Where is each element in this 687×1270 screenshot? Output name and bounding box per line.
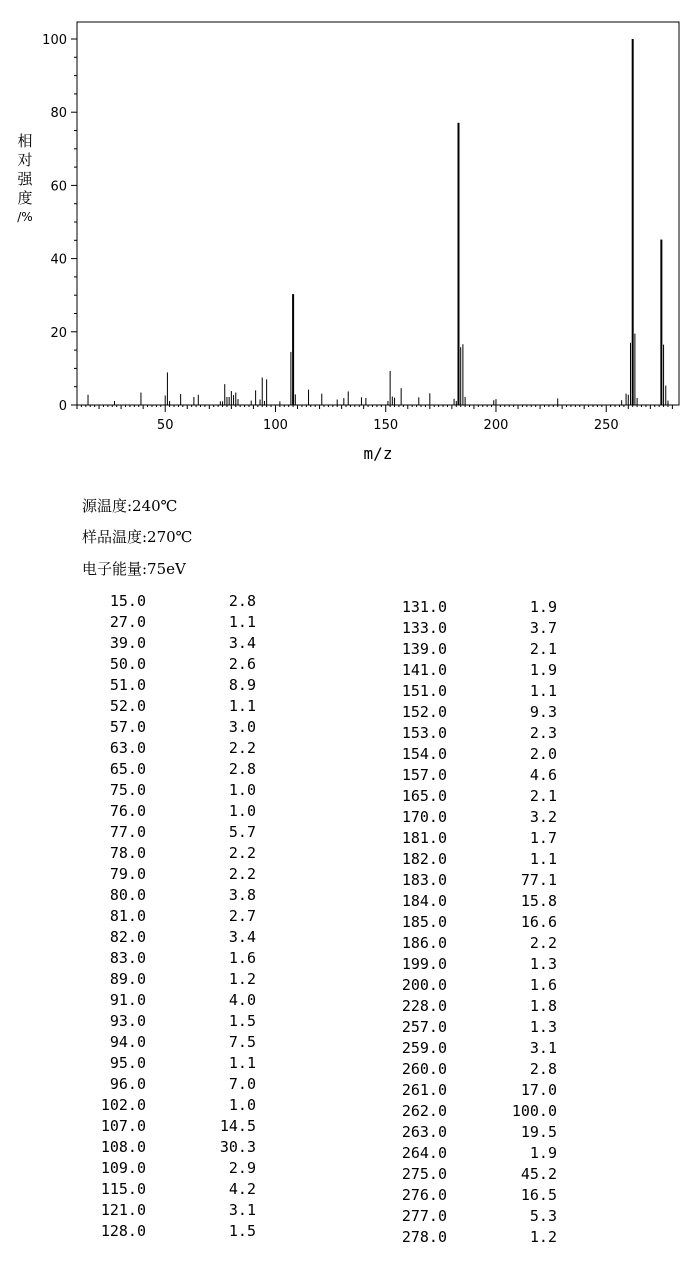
abundance-value: 100.0 bbox=[511, 1102, 557, 1120]
abundance-value: 2.9 bbox=[228, 1159, 256, 1177]
peak-table-right bbox=[0, 597, 687, 1247]
mz-value: 259.0 bbox=[401, 1039, 447, 1057]
y-axis-label-char: 强 bbox=[17, 170, 33, 188]
peak-bar bbox=[237, 399, 238, 405]
table-row bbox=[0, 1164, 687, 1184]
abundance-value: 1.1 bbox=[228, 697, 256, 715]
peak-bar bbox=[198, 395, 199, 405]
mz-value: 115.0 bbox=[100, 1180, 146, 1198]
mz-value: 157.0 bbox=[401, 766, 447, 784]
mz-value: 228.0 bbox=[401, 997, 447, 1015]
y-axis-label-char: 度 bbox=[17, 189, 33, 207]
mz-value: 275.0 bbox=[401, 1165, 447, 1183]
abundance-value: 1.5 bbox=[228, 1222, 256, 1240]
abundance-value: 1.3 bbox=[529, 1018, 557, 1036]
mz-value: 65.0 bbox=[109, 760, 146, 778]
mz-value: 83.0 bbox=[109, 949, 146, 967]
peak-bar bbox=[226, 397, 227, 405]
peak-bar bbox=[255, 390, 256, 405]
mz-value: 76.0 bbox=[109, 802, 146, 820]
peak-bar bbox=[429, 393, 430, 405]
abundance-value: 7.5 bbox=[228, 1033, 256, 1051]
mz-value: 50.0 bbox=[109, 655, 146, 673]
peak-bar bbox=[456, 401, 457, 405]
peak-bar bbox=[233, 395, 234, 405]
peak-bar bbox=[343, 398, 344, 405]
peak-bar bbox=[292, 294, 294, 405]
peak-bar bbox=[361, 397, 362, 405]
peak-bar bbox=[621, 400, 622, 405]
mz-value: 51.0 bbox=[109, 676, 146, 694]
peak-bar bbox=[262, 378, 263, 405]
abundance-value: 8.9 bbox=[228, 676, 256, 694]
y-tick-label: 40 bbox=[50, 252, 67, 268]
mz-value: 153.0 bbox=[401, 724, 447, 742]
table-row bbox=[0, 765, 687, 785]
table-row bbox=[0, 807, 687, 827]
peak-bar bbox=[260, 400, 261, 405]
abundance-value: 5.7 bbox=[228, 823, 256, 841]
peak-bar bbox=[229, 397, 230, 405]
peak-bar bbox=[660, 240, 662, 405]
abundance-value: 16.5 bbox=[520, 1186, 557, 1204]
x-tick-label: 50 bbox=[156, 418, 174, 433]
table-row bbox=[0, 1059, 687, 1079]
abundance-value: 3.7 bbox=[529, 619, 557, 637]
mz-value: 139.0 bbox=[401, 640, 447, 658]
table-row bbox=[0, 1185, 687, 1205]
y-axis-label-char: /% bbox=[17, 210, 33, 224]
y-axis-ticks bbox=[42, 33, 77, 414]
mz-value: 93.0 bbox=[109, 1012, 146, 1030]
peak-bar bbox=[460, 347, 461, 405]
sample-temperature: 样品温度:270℃ bbox=[82, 528, 193, 546]
mz-value: 107.0 bbox=[100, 1117, 146, 1135]
mz-value: 276.0 bbox=[401, 1186, 447, 1204]
peak-bar bbox=[630, 343, 631, 405]
mz-value: 133.0 bbox=[401, 619, 447, 637]
mz-value: 94.0 bbox=[109, 1033, 146, 1051]
peak-bar bbox=[235, 393, 236, 405]
abundance-value: 3.0 bbox=[228, 718, 256, 736]
abundance-value: 5.3 bbox=[529, 1207, 557, 1225]
peak-bar bbox=[626, 394, 627, 405]
peak-bar bbox=[465, 397, 466, 405]
abundance-value: 30.3 bbox=[219, 1138, 256, 1156]
abundance-value: 3.1 bbox=[529, 1039, 557, 1057]
mz-value: 184.0 bbox=[401, 892, 447, 910]
abundance-value: 9.3 bbox=[529, 703, 557, 721]
table-row bbox=[0, 597, 687, 617]
mz-value: 95.0 bbox=[109, 1054, 146, 1072]
y-tick-label: 0 bbox=[58, 399, 67, 414]
peak-bar bbox=[365, 398, 366, 405]
peak-bar bbox=[634, 334, 635, 405]
table-row bbox=[0, 1017, 687, 1037]
peak-bar bbox=[663, 345, 664, 405]
abundance-value: 2.2 bbox=[228, 865, 256, 883]
abundance-value: 1.1 bbox=[529, 682, 557, 700]
abundance-value: 7.0 bbox=[228, 1075, 256, 1093]
x-tick-label: 100 bbox=[263, 418, 288, 433]
abundance-value: 1.9 bbox=[529, 661, 557, 679]
peak-bar bbox=[308, 390, 309, 405]
abundance-value: 2.7 bbox=[228, 907, 256, 925]
table-row bbox=[0, 639, 687, 659]
abundance-value: 2.1 bbox=[529, 640, 557, 658]
peak-bar bbox=[88, 395, 89, 405]
abundance-value: 3.2 bbox=[529, 808, 557, 826]
abundance-value: 1.6 bbox=[228, 949, 256, 967]
mz-value: 80.0 bbox=[109, 886, 146, 904]
mz-value: 78.0 bbox=[109, 844, 146, 862]
mz-value: 278.0 bbox=[401, 1228, 447, 1246]
y-tick-label: 80 bbox=[50, 106, 67, 122]
abundance-value: 1.9 bbox=[529, 598, 557, 616]
peak-bar bbox=[637, 398, 638, 405]
abundance-value: 1.0 bbox=[228, 802, 256, 820]
peak-bar bbox=[387, 401, 388, 405]
peak-bar bbox=[279, 401, 280, 405]
table-row bbox=[0, 1038, 687, 1058]
mz-value: 91.0 bbox=[109, 991, 146, 1009]
table-row bbox=[0, 891, 687, 911]
mz-value: 96.0 bbox=[109, 1075, 146, 1093]
x-tick-label: 150 bbox=[373, 418, 399, 433]
peak-bar bbox=[251, 401, 252, 405]
peak-bar bbox=[495, 399, 496, 405]
peak-bar bbox=[337, 400, 338, 405]
abundance-value: 1.5 bbox=[228, 1012, 256, 1030]
mz-value: 128.0 bbox=[100, 1222, 146, 1240]
peak-bar bbox=[462, 344, 463, 405]
mz-value: 121.0 bbox=[100, 1201, 146, 1219]
abundance-value: 3.4 bbox=[228, 634, 256, 652]
peak-bar bbox=[418, 397, 419, 405]
abundance-value: 3.1 bbox=[228, 1201, 256, 1219]
mz-value: 186.0 bbox=[401, 934, 447, 952]
peak-bar bbox=[348, 391, 349, 405]
mz-value: 131.0 bbox=[401, 598, 447, 616]
mz-value: 154.0 bbox=[401, 745, 447, 763]
abundance-value: 2.0 bbox=[529, 745, 557, 763]
abundance-value: 2.2 bbox=[228, 844, 256, 862]
mz-value: 141.0 bbox=[401, 661, 447, 679]
table-row bbox=[0, 1122, 687, 1142]
mz-value: 200.0 bbox=[401, 976, 447, 994]
abundance-value: 2.2 bbox=[529, 934, 557, 952]
mz-value: 102.0 bbox=[100, 1096, 146, 1114]
peak-bar bbox=[401, 388, 402, 405]
abundance-value: 14.5 bbox=[219, 1117, 256, 1135]
peak-bar bbox=[321, 394, 322, 405]
table-row bbox=[0, 702, 687, 722]
mz-value: 183.0 bbox=[401, 871, 447, 889]
abundance-value: 2.1 bbox=[529, 787, 557, 805]
peak-bar bbox=[295, 394, 296, 405]
abundance-value: 1.1 bbox=[228, 613, 256, 631]
y-axis-label bbox=[14, 132, 36, 227]
abundance-value: 1.0 bbox=[228, 1096, 256, 1114]
abundance-value: 15.8 bbox=[520, 892, 557, 910]
plot-frame bbox=[77, 22, 679, 405]
peak-bar bbox=[290, 352, 291, 405]
abundance-value: 1.1 bbox=[228, 1054, 256, 1072]
mz-value: 57.0 bbox=[109, 718, 146, 736]
peak-bar bbox=[454, 399, 455, 405]
abundance-value: 1.3 bbox=[529, 955, 557, 973]
mz-value: 261.0 bbox=[401, 1081, 447, 1099]
mz-value: 79.0 bbox=[109, 865, 146, 883]
peak-bar bbox=[665, 386, 666, 405]
mz-value: 199.0 bbox=[401, 955, 447, 973]
source-temperature: 源温度:240℃ bbox=[82, 497, 178, 515]
abundance-value: 19.5 bbox=[520, 1123, 557, 1141]
mz-value: 108.0 bbox=[100, 1138, 146, 1156]
mz-value: 109.0 bbox=[100, 1159, 146, 1177]
abundance-value: 1.6 bbox=[529, 976, 557, 994]
table-row bbox=[0, 744, 687, 764]
mz-value: 165.0 bbox=[401, 787, 447, 805]
table-row bbox=[0, 996, 687, 1016]
peak-bar bbox=[224, 384, 225, 405]
mz-value: 81.0 bbox=[109, 907, 146, 925]
peak-bar bbox=[628, 395, 629, 405]
table-row bbox=[0, 975, 687, 995]
peak-bar bbox=[392, 397, 393, 405]
y-tick-label: 100 bbox=[42, 33, 67, 48]
abundance-value: 1.1 bbox=[529, 850, 557, 868]
table-row bbox=[0, 828, 687, 848]
abundance-value: 1.8 bbox=[529, 997, 557, 1015]
abundance-value: 4.6 bbox=[529, 766, 557, 784]
y-axis-label-char: 相 bbox=[17, 132, 33, 150]
abundance-value: 4.0 bbox=[228, 991, 256, 1009]
y-axis-label-char: 对 bbox=[17, 151, 33, 169]
abundance-value: 2.3 bbox=[529, 724, 557, 742]
mz-value: 257.0 bbox=[401, 1018, 447, 1036]
abundance-value: 2.8 bbox=[228, 760, 256, 778]
y-tick-label: 20 bbox=[50, 325, 67, 341]
mz-value: 89.0 bbox=[109, 970, 146, 988]
peak-bar bbox=[457, 123, 459, 405]
peak-bar bbox=[231, 391, 232, 405]
table-row bbox=[0, 1206, 687, 1226]
peak-bar bbox=[632, 39, 634, 405]
x-axis-ticks bbox=[77, 405, 672, 433]
abundance-value: 2.6 bbox=[228, 655, 256, 673]
abundance-value: 2.2 bbox=[228, 739, 256, 757]
table-row bbox=[0, 786, 687, 806]
abundance-value: 2.8 bbox=[529, 1060, 557, 1078]
peak-bar bbox=[169, 401, 170, 405]
mz-value: 39.0 bbox=[109, 634, 146, 652]
table-row bbox=[0, 1080, 687, 1100]
table-row bbox=[0, 723, 687, 743]
peak-bar bbox=[165, 395, 166, 405]
table-row bbox=[0, 870, 687, 890]
peak-bar bbox=[266, 379, 267, 405]
peak-bars bbox=[88, 39, 669, 405]
table-row bbox=[0, 912, 687, 932]
peak-bar bbox=[193, 397, 194, 405]
table-row bbox=[0, 618, 687, 638]
table-row bbox=[0, 933, 687, 953]
mz-value: 27.0 bbox=[109, 613, 146, 631]
abundance-value: 1.7 bbox=[529, 829, 557, 847]
mz-value: 15.0 bbox=[109, 592, 146, 610]
mz-value: 151.0 bbox=[401, 682, 447, 700]
mz-value: 181.0 bbox=[401, 829, 447, 847]
mz-value: 260.0 bbox=[401, 1060, 447, 1078]
x-tick-label: 200 bbox=[483, 418, 509, 433]
mz-value: 82.0 bbox=[109, 928, 146, 946]
peak-bar bbox=[140, 393, 141, 405]
abundance-value: 16.6 bbox=[520, 913, 557, 931]
peak-bar bbox=[264, 401, 265, 405]
peak-bar bbox=[557, 398, 558, 405]
table-row bbox=[0, 1143, 687, 1163]
abundance-value: 1.2 bbox=[228, 970, 256, 988]
mz-value: 263.0 bbox=[401, 1123, 447, 1141]
y-tick-label: 60 bbox=[50, 179, 67, 195]
electron-energy: 电子能量:75eV bbox=[82, 560, 186, 578]
peak-bar bbox=[222, 401, 223, 405]
table-row bbox=[0, 681, 687, 701]
table-row bbox=[0, 1227, 687, 1247]
abundance-value: 1.9 bbox=[529, 1144, 557, 1162]
peak-bar bbox=[114, 401, 115, 405]
table-row bbox=[0, 1101, 687, 1121]
abundance-value: 4.2 bbox=[228, 1180, 256, 1198]
abundance-value: 3.4 bbox=[228, 928, 256, 946]
mz-value: 182.0 bbox=[401, 850, 447, 868]
abundance-value: 17.0 bbox=[520, 1081, 557, 1099]
mz-value: 264.0 bbox=[401, 1144, 447, 1162]
table-row bbox=[0, 660, 687, 680]
x-tick-label: 250 bbox=[593, 418, 619, 433]
x-axis-label: m/z bbox=[363, 444, 393, 463]
mz-value: 170.0 bbox=[401, 808, 447, 826]
mz-value: 185.0 bbox=[401, 913, 447, 931]
abundance-value: 2.8 bbox=[228, 592, 256, 610]
mz-value: 152.0 bbox=[401, 703, 447, 721]
mz-value: 63.0 bbox=[109, 739, 146, 757]
peak-bar bbox=[390, 371, 391, 405]
mz-value: 77.0 bbox=[109, 823, 146, 841]
peak-bar bbox=[667, 401, 668, 405]
mz-value: 52.0 bbox=[109, 697, 146, 715]
abundance-value: 77.1 bbox=[520, 871, 557, 889]
table-row bbox=[0, 954, 687, 974]
peak-bar bbox=[493, 400, 494, 405]
peak-bar bbox=[180, 394, 181, 405]
mz-value: 262.0 bbox=[401, 1102, 447, 1120]
abundance-value: 45.2 bbox=[520, 1165, 557, 1183]
peak-bar bbox=[220, 401, 221, 405]
mass-spectrum-chart bbox=[0, 0, 687, 470]
table-row bbox=[0, 849, 687, 869]
peak-bar bbox=[167, 372, 168, 405]
abundance-value: 3.8 bbox=[228, 886, 256, 904]
peak-bar bbox=[394, 398, 395, 405]
abundance-value: 1.0 bbox=[228, 781, 256, 799]
mz-value: 75.0 bbox=[109, 781, 146, 799]
abundance-value: 1.2 bbox=[529, 1228, 557, 1246]
mz-value: 277.0 bbox=[401, 1207, 447, 1225]
